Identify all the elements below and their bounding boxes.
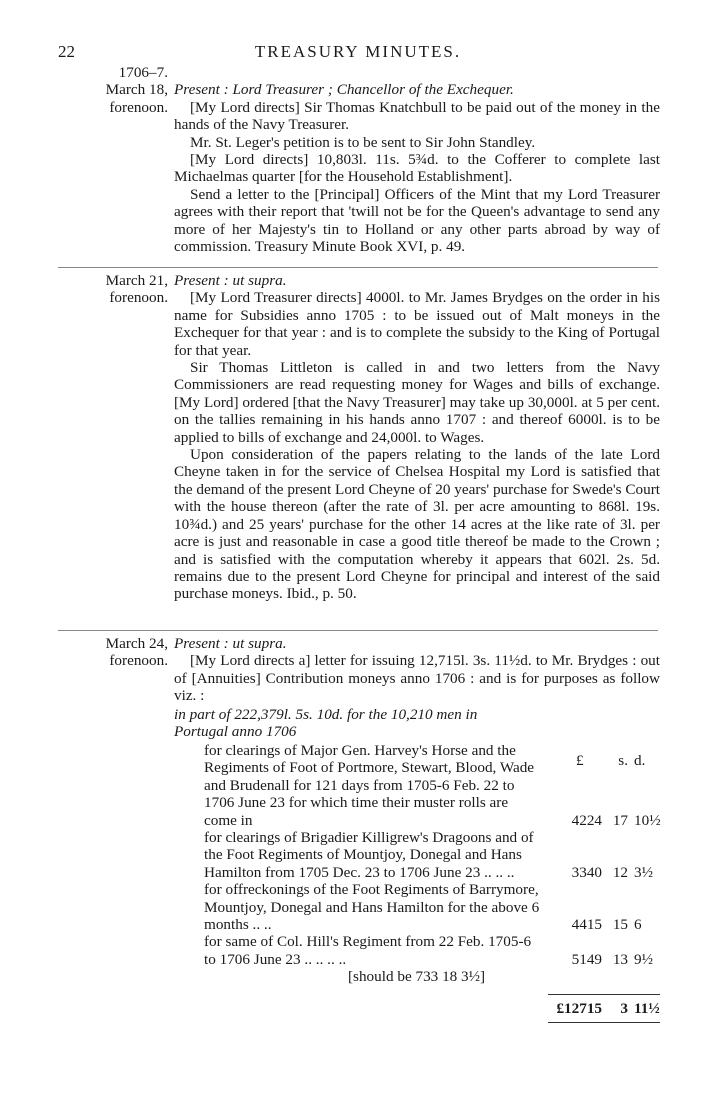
row-description: for offreckonings of the Foot Regiments of Barrymore, Mountjoy, Donegal and Hans Hamilton for the above 6 months .. .. — [204, 881, 540, 934]
amount-shillings: 13 — [612, 950, 628, 968]
page-number: 22 — [58, 42, 75, 61]
row-description: for clearings of Brigadier Killigrew's Dragoons and of the Foot Regiments of Mountjoy, Donegal and Hans Hamilton from 1705 Dec. 23 to 1706 June 23 .. .. .. — [204, 829, 534, 881]
total-shillings: 3 — [620, 1000, 628, 1017]
minute-entry-march-18 — [58, 64, 660, 255]
total-pence: 11½ — [634, 1000, 660, 1017]
date-time: forenoon. — [109, 289, 168, 307]
amount-shillings: 12 — [612, 863, 628, 881]
account-items — [204, 742, 660, 986]
amount-pounds: 3340 — [571, 863, 602, 881]
paragraph: Sir Thomas Littleton is called in and two letters from the Navy Commissioners are read requesting money for Wages and bills of exchange. [My Lord] ordered [that the Navy Treasurer] may take up 30,000l. at 5 per cent. on the tallies remaining in his hands anno 1707 : and thereof 6000l. is to be applied to bills of exchange and 24,000l. to Wages. — [174, 359, 660, 446]
pounds-header: £ — [576, 752, 584, 769]
running-title: TREASURY MINUTES. — [254, 42, 462, 61]
amount-pence: 9½ — [634, 950, 653, 968]
date-time: forenoon. — [109, 652, 168, 670]
paragraph: [My Lord directs a] letter for issuing 12,715l. 3s. 11½d. to Mr. Brydges : out of [Annuities] Contribution moneys anno 1706 : and is for purposes as follow viz. : — [174, 652, 660, 705]
account-row — [204, 829, 660, 881]
entry-date — [58, 272, 168, 307]
correction-note: [should be 733 18 3½] — [348, 968, 486, 986]
paragraph: [My Lord directs] Sir Thomas Knatchbull to be paid out of the money in the hands of the Navy Treasurer. — [174, 98, 660, 134]
paragraph: Upon consideration of the papers relating to the lands of the late Lord Cheyne taken in for the service of Chelsea Hospital my Lord is satisfied that the demand of the present Lord Cheyne of 20 years' purchase for Swede's Court with the house thereon (after the rate of 3l. per acre amounting to 868l. 19s. 10¾d.) and 25 years' purchase for the other 14 acres at the like rate of 3l. per acre is just and reasonable in case a good title thereof be made to the Crown ; and is satisfied with the computation whereby it appears that 602l. 2s. 5d. remains due to the present Lord Cheyne for principal and interest of the said purchase moneys. Ibid., p. 50. — [174, 446, 660, 603]
minute-entry-march-24 — [58, 635, 660, 705]
total-pounds: £12715 — [556, 1000, 602, 1017]
present-line: Present : ut supra. — [174, 272, 287, 289]
amount-pence: 10½ — [634, 811, 661, 829]
minute-entry-march-21 — [58, 272, 660, 603]
page-header — [58, 42, 658, 64]
amount-shillings: 15 — [612, 916, 628, 934]
paragraph: [My Lord Treasurer directs] 4000l. to Mr. James Brydges on the order in his name for Subsidies anno 1705 : to be issued out of Malt moneys in the Exchequer for that year : and is to complete the subsidy to the King of Portugal for that year. — [174, 289, 660, 359]
account-total — [556, 1000, 660, 1020]
date-year: 1706–7. — [118, 64, 168, 81]
present-line: Present : ut supra. — [174, 635, 287, 652]
amount-pounds: 4415 — [571, 916, 602, 934]
account-row — [204, 933, 660, 968]
amount-shillings: 17 — [612, 811, 628, 829]
paragraph: Mr. St. Leger's petition is to be sent to Sir John Standley. — [190, 133, 536, 151]
amount-pounds: 4224 — [571, 811, 602, 829]
amount-pence: 3½ — [634, 863, 653, 881]
account-row — [204, 742, 660, 829]
entry-body — [174, 635, 660, 705]
amount-pounds: 5149 — [571, 950, 602, 968]
row-description: for same of Col. Hill's Regiment from 22 Feb. 1705-6 to 1706 June 23 .. .. .. .. — [204, 933, 532, 968]
pence-header: d. — [634, 752, 646, 769]
paragraph: [My Lord directs] 10,803l. 11s. 5¾d. to the Cofferer to complete last Michaelmas quarter [for the Household Establishment]. — [174, 151, 660, 186]
date-day: March 24, — [105, 635, 168, 652]
paragraph: Send a letter to the [Principal] Officers of the Mint that my Lord Treasurer agrees with their report that 'twill not be for the Queen's advantage to send any more of her Majesty's tin to Holland or any other parts abroad by way of commission. Treasury Minute Book XVI, p. 49. — [174, 185, 660, 256]
entry-body — [174, 272, 660, 603]
entry-divider — [58, 630, 658, 631]
present-line: Present : Lord Treasurer ; Chancellor of the Exchequer. — [174, 81, 514, 99]
account-heading: in part of 222,379l. 5s. 10d. for the 10,210 men in Portugal anno 1706 — [174, 706, 478, 741]
total-rule — [548, 994, 660, 995]
date-day: March 21, — [105, 272, 168, 289]
entry-body — [174, 64, 660, 255]
date-day: March 18, — [105, 81, 168, 99]
row-description: for clearings of Major Gen. Harvey's Horse and the Regiments of Foot of Portmore, Stewart, Blood, Wade and Brudenall for 121 days from 1705-6 Feb. 22 to 1706 June 23 for which time their muster rolls are come in — [204, 742, 535, 829]
entry-date — [58, 64, 168, 116]
amount-pence: 6 — [634, 916, 642, 934]
total-rule-bottom — [548, 1022, 660, 1023]
date-time: forenoon. — [109, 98, 168, 116]
shillings-header: s. — [618, 752, 628, 769]
entry-date — [58, 635, 168, 670]
entry-divider — [58, 267, 658, 268]
account-row — [204, 881, 660, 933]
